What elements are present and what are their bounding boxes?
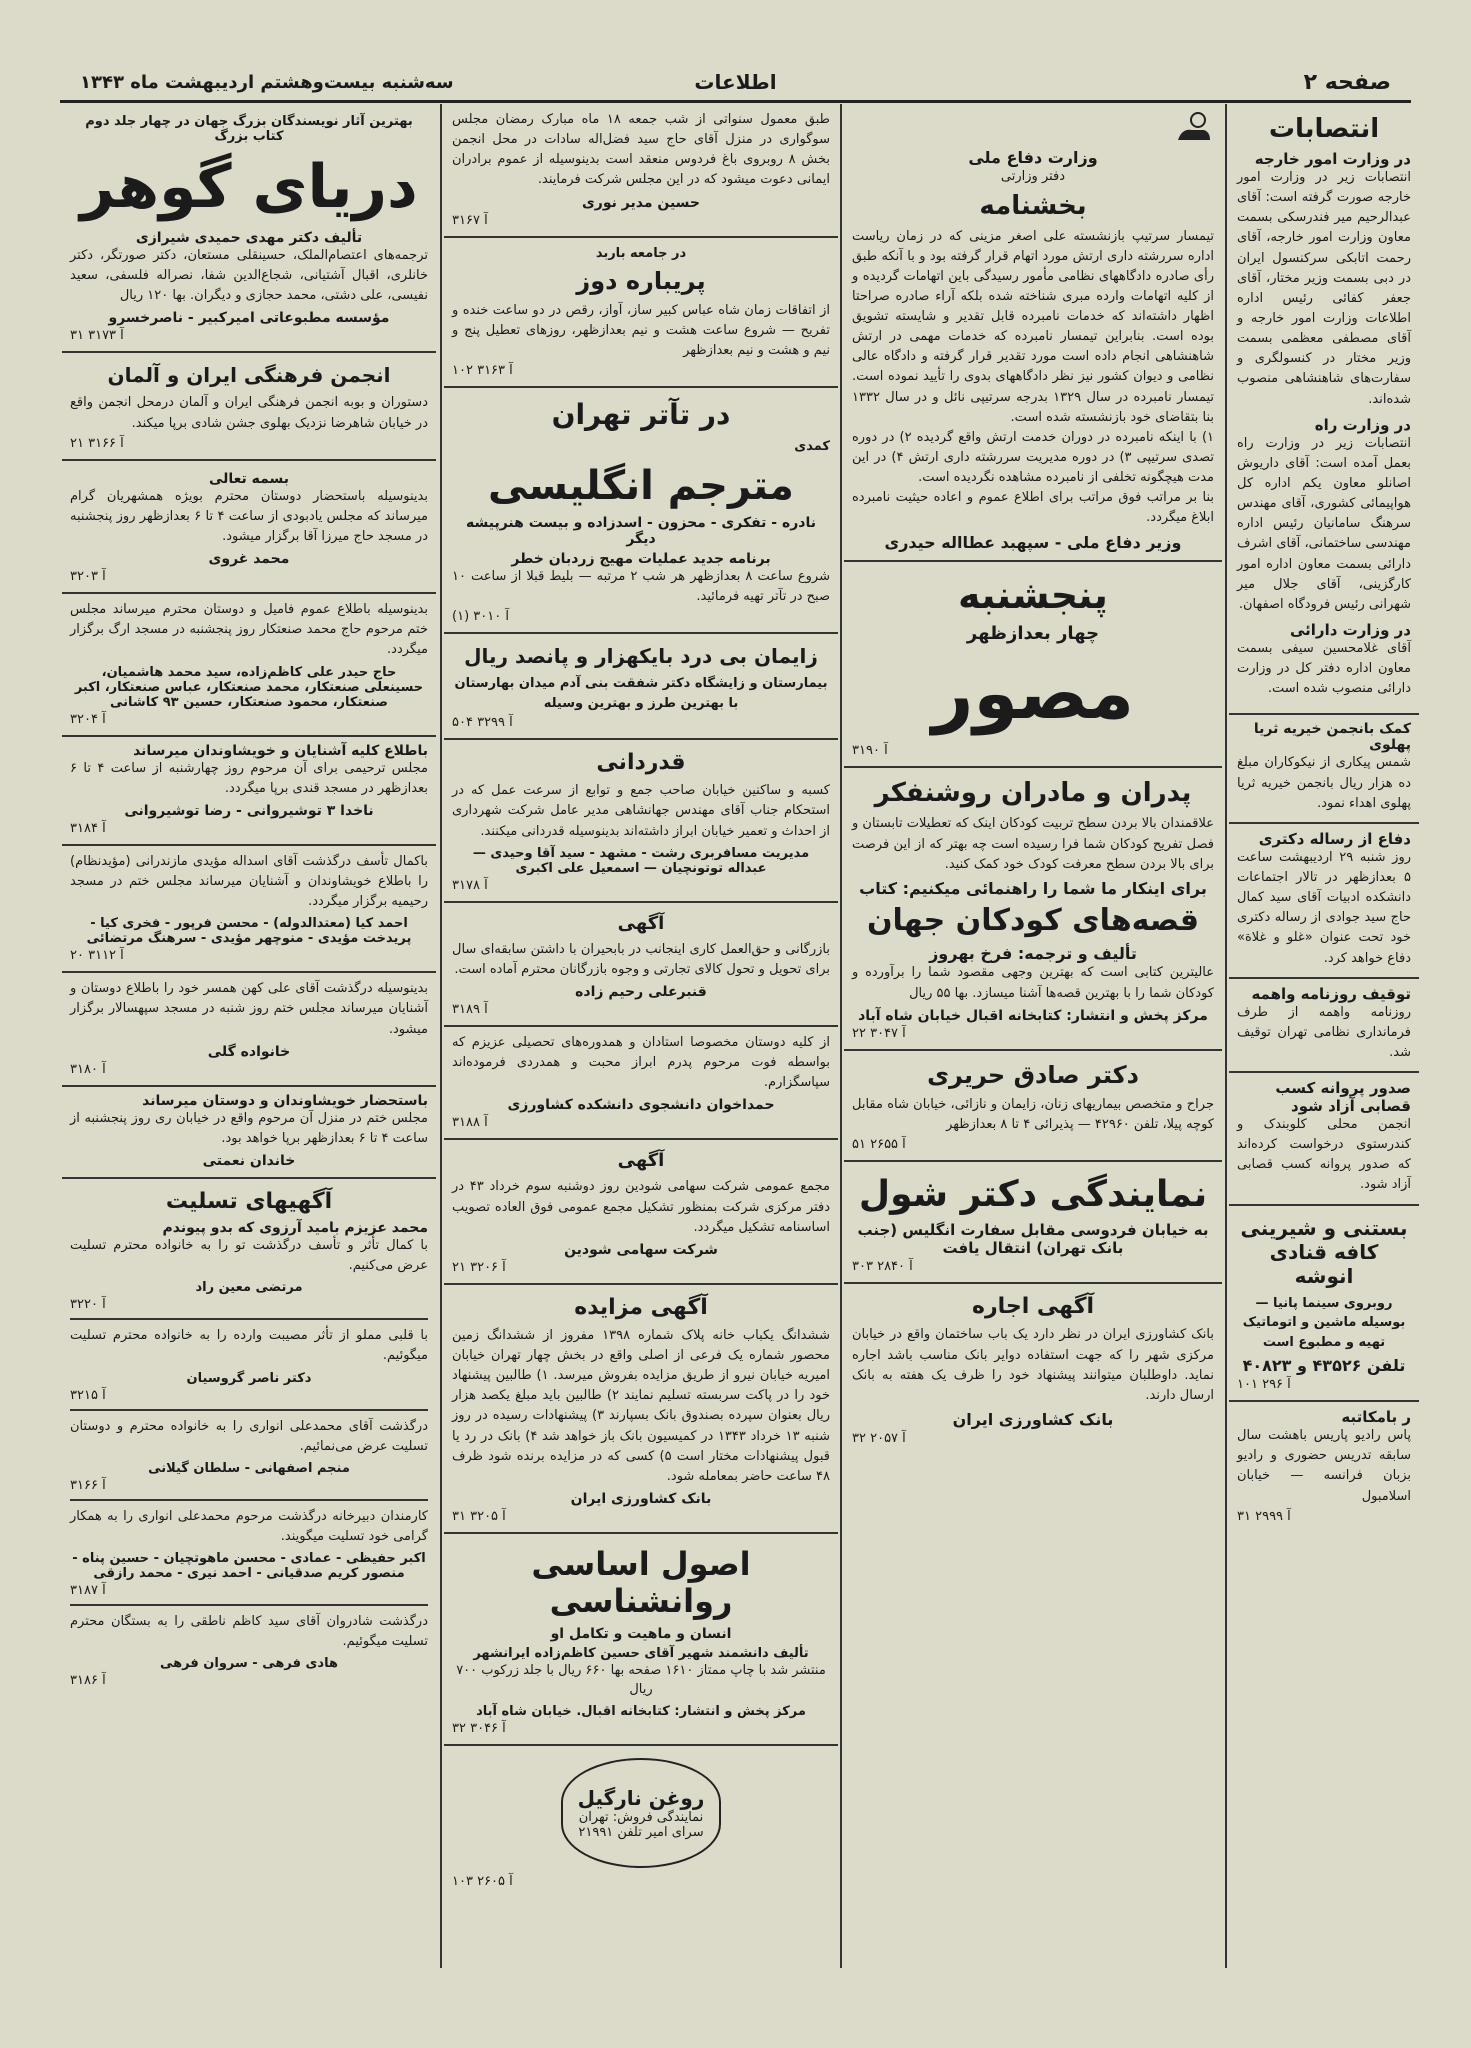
company-ad [444,1140,838,1284]
ad-code: آ ۳۱۷۳ ۳۱ [70,328,124,344]
program: برنامه جدید عملیات مهیج زردبان خطر [511,550,771,567]
ad-code: آ ۳۲۰۶ ۲۱ [452,1259,506,1275]
newspaper-name: اطلاعات [694,70,777,94]
ad-day: پنجشنبه [958,572,1108,617]
ad-code: آ ۲۸۴۰ ۳۰۳ [852,1259,913,1275]
condolence-item [70,1220,428,1312]
news-item [1237,621,1411,699]
condolences-section [62,1179,436,1702]
item-text: انتصابات زیر در وزارت راه بعمل آمده است: آقای داریوش اصانلو معاون یکم اداره کل هواپیمائی کشوری، آقای مهندس سرهنگ سامانیان رئیس اداره مهندسی ساختمانی، آقای اشرف دارائی بسمت معاون اداره امور کارگزینی، آقای جلال میر شهرانی رئیس فرودگاه اصفهان. [1237,435,1411,612]
book-title: دریای گوهر [80,152,418,222]
ministry-office: دفتر وزارتی [1000,169,1066,184]
ad-title: بستنی و شیرینی کافه قنادی انوشه [1240,1215,1408,1288]
gratitude-ad [444,1027,838,1140]
circular-signature: وزیر دفاع ملی - سپهبد عطااله حیدری [884,532,1182,552]
item-text: روز شنبه ۲۹ اردیبهشت ساعت ۵ بعدازظهر در تالار اجتماعات دانشکده ادبیات آقای سید کمال حاج سید جوادی از رساله دکتری خود تحت عنوان «غلو و غلاة» دفاع خواهد کرد. [1237,849,1411,966]
ad-code: آ ۳۱۶۶ [70,1477,106,1493]
memorial-notice [62,1087,436,1179]
book-title: قصه‌های کودکان جهان [866,902,1200,938]
ad-text: بانک کشاورزی ایران در نظر دارد یک باب ساختمان واقع در خیابان مرکزی شهر را که جهت استفاده دوایر بانک مناسب باشد اجاره نماید. داوطلبان میتوانند پیشنهاد خود را ظرف یک هفته به بانک ارسال دارند. [852,1327,1214,1403]
thanks-ad [444,740,838,902]
ad-code: آ ۳۱۶۶ ۲۱ [70,435,124,451]
ad-code: آ ۳۱۸۶ [70,1673,106,1689]
license-news [1229,1073,1419,1206]
ad-code: آ ۳۱۸۴ [70,820,106,836]
ad-signature: مدیریت مسافربری رشت - مشهد - سید آقا وحیدی — عبداله توتونچیان — اسمعیل علی اکبری [472,845,810,876]
book-author: تألیف دکتر مهدی حمیدی شیرازی [135,230,363,246]
condolence-item [70,1507,428,1598]
column-notices [62,104,436,1968]
book-distributor: مرکز پخش و انتشار: کتابخانه اقبال خیابان شاه آباد [858,1007,1208,1024]
notice-text: بدینوسیله باستحضار دوستان محترم بویژه همشهریان گرام میرساند که مجلس یادبودی از ساعت ۴ تا ۶ بعدازظهر روز پنجشنبه در مسجد حاج میرزا آقا برگزار میشود. [70,488,428,544]
ad-code: آ ۳۰۴۷ ۲۲ [852,1025,906,1041]
condolence-item [70,1326,428,1402]
memorial-notice [62,846,436,973]
book-text: ترجمه‌های اعتصام‌الملک، حسینقلی مستعان، دکتر صورتگر، دکتر خانلری، اقبال آشتیانی، شجاع‌الدین شفا، نصراله فلسفی، سعید نفیسی، علی دشتی، محمد حجازی و دیگران. بها ۱۲۰ ریال [70,248,428,304]
venue: در جامعه باربد [595,245,687,261]
book-ad [844,768,1222,1050]
notice-text: بدینوسیله درگذشت آقای علی کهن همسر خود را باطلاع دوستان و آشنایان میرساند مجلس ختم روز شنبه در مسجد سپهسالار برگزار میشود. [70,981,428,1037]
ad-code: آ ۳۲۰۵ ۳۱ [452,1508,506,1524]
ad-text: مجمع عمومی شرکت سهامی شودین روز دوشنبه سوم خرداد ۴۳ در دفتر مرکزی شرکت بمنظور تشکیل مجمع عمومی فوق العاده تصویب اساسنامه تشکیل میگردد. [452,1179,830,1235]
memorial-notice [62,737,436,846]
item-text: شمس پیکاری از نیکوکاران مبلغ ده هزار ریال بانجمن خیریه ثریا پهلوی اهداء نمود. [1237,755,1411,811]
notice-signature: حاج حیدر علی کاظم‌زاده، سید محمد هاشمیان، حسینعلی صنعتکار، محمد صنعتکار، عباس صنعتکار، اکبر صنعتکار، محمود صنعتکار، حسین ۹۳ کاشانی [74,664,424,710]
notice-text: بدینوسیله باطلاع عموم فامیل و دوستان محترم میرساند مجلس ختم مرحوم حاج محمد صنعتکار روز پنجشنبه در مسجد ارگ برگزار میگردد. [70,602,428,658]
show-title: پریباره دوز [576,267,706,296]
mourning-notice [444,104,838,238]
ad-title: ر بامکاتبه [1341,1408,1411,1427]
issue-date: سه‌شنبه بیست‌وهشتم اردیبهشت ماه ۱۳۴۳ [80,72,454,93]
genre: کمدی [794,439,830,455]
item-heading: محمد عزیزم بامید آرزوی که بدو پیوندم [162,1219,428,1236]
ad-text: از کلیه دوستان مخصوصا استادان و همدوره‌های تحصیلی عزیزم که بواسطه فوت مرحوم پدرم ابراز محبت و همدردی فرموده‌اند سپاسگزارم. [452,1034,830,1091]
ad-code: آ ۳۱۶۷ [452,212,488,228]
ad-intro: برای اینکار ما شما را راهنمائی میکنیم: کتاب [859,878,1207,898]
ad-code: آ ۲۹۹۹ ۳۱ [1237,1508,1291,1524]
ad-title: آگهی [617,912,665,934]
ad-title: نمایندگی دکتر شول [858,1173,1208,1215]
ad-text: بازرگانی و حق‌العمل کاری اینجانب در بابحیران با داشتن سابقه‌ای سال برای تحویل و تحول کالای تجارتی و وجوه بازرگانان محترم آماده است. [452,941,830,977]
item-heading: صدور پروانه کسب قصابی آزاد شود [1275,1079,1411,1116]
circular-section [844,104,1222,562]
ad-text: بیمارستان و زایشگاه دکتر شفقت بنی آدم میدان بهارستان با بهترین طرز و بهترین وسیله [454,676,828,711]
invocation: بسمه تعالی [208,470,290,487]
notice-heading: باطلاع کلیه آشنایان و خویشاوندان میرساند [133,742,428,759]
item-signature: مرتضی معین راد [195,1280,303,1296]
show-text: از اتفاقات زمان شاه عباس کبیر ساز، آواز، رقص در دو ساعت خنده و تفریح — شروع ساعت هشت و نیم بعدازظهر، روزهای تعطیل پنج و نیم و هشت و نیم بعدازظهر [452,303,830,359]
section-title: انتصابات [1268,114,1380,144]
notice-heading: باستحضار خویشاوندان و دوستان میرساند [142,1092,428,1109]
notice-text: طبق معمول سنواتی از شب جمعه ۱۸ ماه مبارک رمضان مجلس سوگواری در منزل آقای حاج سید فضل‌اله سادات در محل انجمن بخش ۸ روبروی باغ فردوس منعقد است بدینوسیله از عموم برادران ایمانی دعوت میشود که در این مجلس شرکت فرمایند. [452,112,831,188]
notice-signature: احمد کیا (معتدالدوله) - محسن فرپور - فخری کیا - پریدخت مؤیدی - منوچهر مؤیدی - سرهنگ مرتضائی [86,916,412,947]
news-item [1237,416,1411,615]
ad-code: آ ۳۱۱۲ ۲۰ [70,948,124,964]
ad-signature: قنبرعلی رحیم زاده [575,983,707,1000]
column-circular [844,104,1222,1968]
book-distributor: مرکز پخش و انتشار: کتابخانه اقبال. خیابان شاه آباد [476,1703,806,1719]
ad-code: آ ۳۱۸۰ [70,1061,106,1077]
ad-code: آ ۳۱۹۰ [852,743,888,759]
book-text: منتشر شد با چاپ ممتاز ۱۶۱۰ صفحه بها ۶۶۰ ریال با جلد زرکوب ۷۰۰ ریال [456,1662,826,1698]
film-title: مصور [931,651,1135,736]
ad-code: آ ۳۲۹۹ ۵۰۴ [452,715,513,731]
ad-title: پدران و مادران روشنفکر [874,778,1192,809]
item-heading: در وزارت راه [1314,415,1411,434]
maternity-ad [444,634,838,740]
divider [70,1409,428,1411]
column-divider [1225,104,1227,1968]
memorial-notice [62,973,436,1086]
ad-code: آ ۳۲۰۳ [70,569,106,585]
charity-news [1229,715,1419,823]
commerce-ad [444,903,838,1027]
item-text: با قلبی مملو از تأثر مصیبت وارده را به خانواده محترم تسلیت میگوئیم. [70,1328,428,1364]
ad-phone: تلفن ۴۳۵۲۶ و ۴۰۸۲۳ [1242,1356,1406,1376]
language-ad [1229,1402,1419,1532]
notice-signature: ناخدا ۳ توشیروانی - رضا توشیروانی [124,802,374,819]
ad-code: آ ۳۲۰۴ [70,711,106,727]
ad-title: دکتر صادق حریری [927,1060,1139,1089]
ad-code: آ ۳۰۱۰ (۱) [452,609,509,625]
cast: نادره - تفکری - محزون - اسدزاده و بیست هنرپیشه دیگر [466,514,816,547]
ad-text: جراح و متخصص بیماریهای زنان، زایمان و نازائی، خیابان شاه مقابل کوچه پیلا، تلفن ۴۲۹۶۰ — پذیرائی ۴ تا ۸ بعدازظهر [852,1096,1214,1132]
circular-text: تیمسار سرتیپ بازنشسته علی اصغر مزینی که در زمان ریاست اداره سررشته داری ارتش مورد اتهام قرار گرفته بود و با آنکه طبق رأی صادره دادگاههای نظامی مأمور رسیدگی باین اتهامات گردیده و از کلیه اتهامات وارده مبری شناخته شده بلکه آراء صادره صراحتا اظهار داشته‌اند که خدمات نامبرده قابل تقدیر و شایسته تشویق بوده است. بنابراین تیمسار نامبرده که خدمات مهمی در ارتش شاهنشاهی انجام داده است مورد تقدیر قرار گرفته و دادگاه عالی نظامی و دیوان کشور نیز نظر دادگاههای بدوی را تأیید نموده است. تیمسار نامبرده در سال ۱۳۲۹ بدرجه سرتیپی نائل و در سال ۱۳۳۲ بنا بتقاضای خود بازنشسته شده است. [852,228,1215,425]
notice-signature: محمد غروی [208,551,290,568]
cafe-ad [1229,1206,1419,1403]
ad-code: آ ۳۱۸۹ [452,1001,488,1017]
lease-ad [844,1284,1222,1454]
ad-title: زایمان بی درد بایکهزار و پانصد ریال [464,644,818,669]
item-signature: دکتر ناصر گروسیان [186,1370,312,1386]
ad-time: چهار بعدازظهر [966,623,1100,645]
book-title: اصول اساسی روانشناسی [531,1544,751,1620]
book-author: تألیف و ترجمه: فرخ بهروز [929,944,1137,964]
ad-code: آ ۳۱۸۸ [452,1115,488,1131]
ad-code: آ ۳۱۶۳ ۱۰۲ [452,363,513,379]
ad-code: آ ۲۹۶ ۱۰۱ [1237,1377,1291,1393]
item-signature: منجم اصفهانی - سلطان گیلانی [148,1460,350,1476]
column-ads [444,104,838,1968]
ad-signature: بانک کشاورزی ایران [952,1409,1114,1429]
notice-signature: حسین مدیر نوری [581,194,701,211]
ad-title: قدردانی [596,750,686,776]
publisher: مؤسسه مطبوعاتی امیرکبیر - ناصرخسرو [108,310,390,327]
ad-signature: شرکت سهامی شودین [564,1241,718,1258]
notice-signature: خاندان نعمتی [202,1152,296,1169]
memorial-notice [62,461,436,594]
ad-text: به خیابان فردوسی مقابل سفارت انگلیس (جنب بانک تهران) انتقال یافت [857,1221,1209,1258]
page-header [60,66,1411,103]
item-heading: کمک بانجمن خیریه ثریا پهلوی [1253,721,1411,754]
psychology-book-ad [444,1534,838,1746]
item-text: کارمندان دبیرخانه درگذشت مرحوم محمدعلی انواری را به همکار گرامی خود تسلیت میگویند. [70,1508,428,1544]
ad-code: آ ۲۶۵۵ ۵۱ [852,1136,906,1152]
item-heading: در وزارت امور خارجه [1254,150,1411,168]
ad-title: آگهی [617,1150,665,1172]
ban-news [1229,979,1419,1073]
representative-ad [844,1162,1222,1284]
ministry-name: وزارت دفاع ملی [968,148,1098,167]
ad-text: کسبه و ساکنین خیابان صاحب جمع و توابع از سرعت عمل که در استحکام جناب آقای مهندس جهانشاهی مدیر عامل شرکت شهرداری از احداث و تعمیر خیابان ابراز داشته‌اند بدینوسیله قدردانی میکنند. [452,783,830,839]
item-text: انجمن محلی کلوبندک و کندرستوی درخواست کرده‌اند که صدور پروانه کسب قصابی آزاد شود. [1237,1117,1411,1193]
condolence-item [70,1612,428,1688]
ad-code: آ ۳۲۲۰ [70,1297,106,1313]
column-appointments [1229,104,1419,1968]
book-author: تألیف دانشمند شهیر آقای حسین کاظم‌زاده ایرانشهر [473,1645,809,1661]
appointments-section [1229,104,1419,715]
divider [70,1499,428,1501]
item-heading: دفاع از رساله دکتری [1258,829,1411,848]
lion-sun-emblem-icon [1174,110,1214,144]
notice-signature: خانواده گلی [207,1043,291,1060]
ad-code: آ ۲۰۵۷ ۳۲ [852,1430,906,1446]
notice-text: مجلس ترحیمی برای آن مرحوم روز چهارشنبه از ساعت ۴ تا ۶ بعدازظهر در مسجد قندی برپا میگردد. [70,760,428,796]
ad-text: نمایندگی فروش: تهران سرای امیر تلفن ۲۱۹۹۱ [578,1809,704,1840]
ad-text: پاس رادیو پاریس باهشت سال سابقه تدریس حضوری و رادیو بزبان فرانسه — خیابان اسلامبول [1237,1428,1411,1504]
ad-signature: بانک کشاورزی ایران [570,1490,712,1507]
oil-seal [561,1758,721,1868]
show-ad [444,238,838,389]
notice-text: مجلس ختم در منزل آن مرحوم واقع در خیابان ری روز پنجشنبه از ساعت ۴ تا ۶ بعدازظهر برپا خواهد بود. [70,1110,428,1146]
book-subtitle: انسان و ماهیت و تکامل او [550,1625,732,1642]
film-ad [844,562,1222,769]
ad-code: آ ۳۰۴۶ ۳۲ [452,1720,506,1736]
item-text: آقای غلامحسین سیفی بسمت معاون اداره دفتر کل در وزارت دارائی منصوب شده است. [1237,640,1411,697]
ad-text: ششدانگ یکباب خانه پلاک شماره ۱۳۹۸ مفروز از ششدانگ زمین محصور شماره یک فرعی از اصلی واقع در بخش چهار تهران خیابان امیریه خیابان نیرو از طریق مزایده بفروش میرسد. ۱) طالبین پیشنهاد خود را در پاکت سربسته تسلیم نمایند ۲) طالبین باید مبلغ یکصد هزار ریال بعنوان سپرده بصندوق بانک بسپارند ۳) پیشنهادات رسیده در روز شنبه ۱۳ خرداد ۱۳۴۳ در کمیسیون بانک باز خواهد شد ۴) بانک در رد یا قبول پیشنهادات مختار است ۵) کسی که در مزایده برنده شود ظرف ۴۸ ساعت حاضر بمعامله شود. [452,1327,830,1484]
item-signature: هادی فرهی - سروان فرهی [159,1656,338,1672]
notice-text: باکمال تأسف درگذشت آقای اسداله مؤیدی مازندرانی (مؤیدنظام) را باطلاع خویشاوندان و آشنایان میرساند مجلس ختم در مسجد رحیمیه برگزار میگردد. [70,853,428,910]
circular-end: بنا بر مراتب فوق مراتب برای اطلاع عموم و اعاده حیثیت نامبرده ابلاغ میگردد. [852,490,1214,526]
ad-text: علاقمندان بالا بردن سطح تربیت کودکان اینک که تعطیلات تابستان و فصل تفریح کودکان شما فرا رسیده است چه بهتر که از این فرصت برای بالا بردن سطح معرفت کودک خود کمک کنید. [852,816,1214,872]
ad-title: آگهی اجاره [971,1294,1095,1320]
divider [70,1604,428,1606]
ad-signature: حمداخوان دانشجوی دانشکده کشاورزی [507,1097,775,1114]
condolence-item [70,1417,428,1493]
memorial-notice [62,594,436,736]
ad-code: آ ۳۱۸۷ [70,1583,106,1599]
ad-title: آگهی مزایده [574,1294,708,1320]
circular-title: بخشنامه [979,190,1087,221]
book-text: عالیترین کتابی است که بهترین وجهی مقصود شما را برآورده و کودکان شما را با بهترین قصه‌ها آشنا میسازد. بها ۵۵ ریال [852,965,1214,1001]
section-title: آگهیهای تسلیت [165,1188,333,1214]
item-heading: توقیف روزنامه واهمه [1251,984,1411,1003]
auction-ad [444,1285,838,1534]
item-signature: اکبر حفیظی - عمادی - محسن ماهوتچیان - حسین پناه - منصور کریم صدقیانی - احمد نیری - محمد رازقی [72,1551,426,1582]
ad-title: انجمن فرهنگی ایران و آلمان [107,363,391,388]
divider [70,1318,428,1320]
ad-code: آ ۲۶۰۵ ۱۰۳ [452,1873,513,1889]
ad-code: آ ۳۲۱۵ [70,1387,106,1403]
association-ad [62,353,436,460]
item-heading: در وزارت دارائی [1289,620,1411,639]
ad-title: روغن نارگیل [577,1785,705,1810]
theatre-text: شروع ساعت ۸ بعدازظهر هر شب ۲ مرتبه — بلیط قبلا از ساعت ۱۰ صبح در تآتر تهیه فرمائید. [452,568,830,605]
doctor-ad [844,1051,1222,1162]
play-title: مترجم انگلیسی [488,462,794,509]
news-item [1237,150,1411,410]
item-text: انتصابات زیر در وزارت امور خارجه صورت گرفته است: آقای عبدالرحیم میر فندرسکی بسمت معاون وزارت امور خارجه، آقای رحمت اتابکی سرکنسول ایران در دبی بسمت وزیر مختار، آقای جعفر کفائی رئیس اداره اطلاعات وزارت امور خارجه و آقای مصطفی معظمی بسمت وزیر مختار در کنسولگری و سفارت‌های شاهنشاهی منصوب شده‌اند. [1237,170,1411,407]
ad-intro: بهترین آثار نویسندگان بزرگ جهان در چهار جلد دوم کتاب بزرگ [85,114,413,144]
oil-ad [444,1746,838,1897]
thesis-news [1229,824,1419,979]
ad-text: روبروی سینما پانیا — بوسیله ماشین و اتوماتیک تهیه و مطبوع است [1242,1295,1406,1350]
item-text: با کمال تأثر و تأسف درگذشت تو را به خانواده محترم تسلیت عرض می‌کنیم. [70,1237,428,1274]
theatre-ad [444,388,838,634]
column-divider [840,104,842,1968]
ad-code: آ ۳۱۷۸ [452,877,488,893]
circular-points: ۱) با اینکه نامبرده در دوران خدمت ارتش واقع گردیده ۲) در دوره تصدی سرتیپی ۳) در دوره مدیریت سررشته داری ارتش ۴) در این مدت هیچگونه تخلفی از نامبرده مشاهده نگردیده است. [852,429,1215,486]
column-divider [440,104,442,1968]
ad-text: دستوران و بوبه انجمن فرهنگی ایران و آلمان درمحل انجمن واقع در خیابان شاهرضا نزدیک بهلوی جشن شادی برپا میکند. [70,395,428,431]
pearl-book-ad [62,104,436,353]
item-text: درگذشت آقای محمدعلی انواری را به خانواده محترم و دوستان تسلیت عرض می‌نمائیم. [70,1418,428,1454]
item-text: درگذشت شادروان آقای سید کاظم ناطقی را به بستگان محترم تسلیت میگوئیم. [70,1614,428,1650]
venue: در تآتر تهران [551,398,731,432]
page-number: صفحه ۲ [1303,70,1391,95]
item-text: روزنامه واهمه از طرف فرمانداری نظامی تهران توقیف شد. [1237,1004,1411,1060]
